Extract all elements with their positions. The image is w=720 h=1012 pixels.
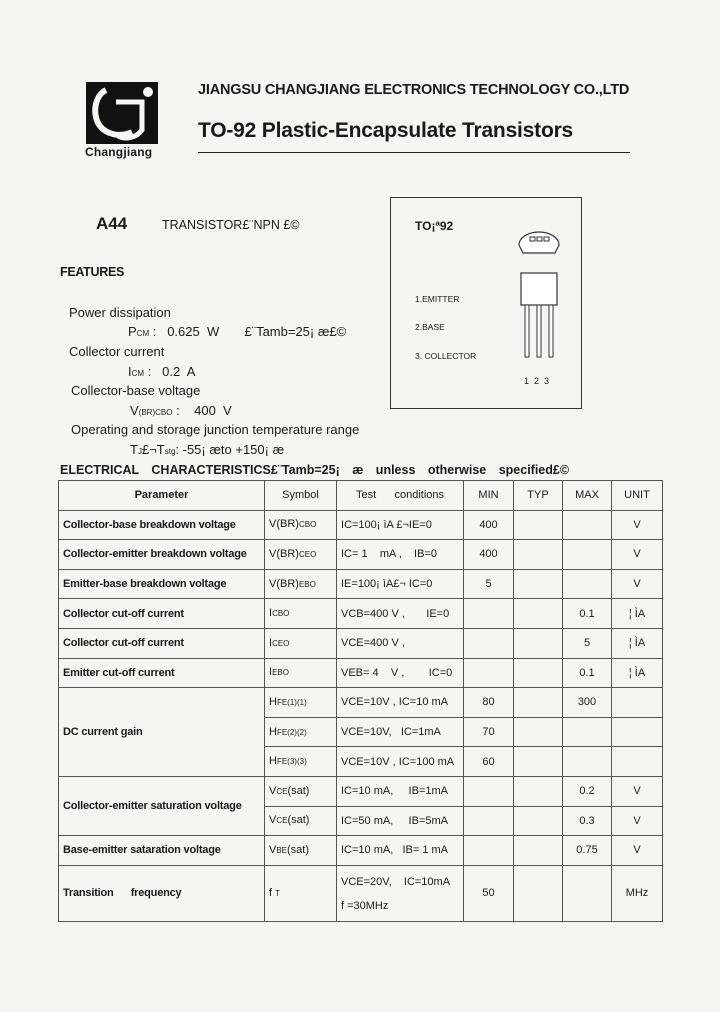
company-name: JIANGSU CHANGJIANG ELECTRONICS TECHNOLOGY CO.,LTD (198, 82, 630, 98)
unit-cell: ¦ ÌA (612, 599, 663, 629)
voltage-symbol-sub: (BR)CBO (138, 408, 173, 417)
unit-cell: ¦ ÌA (612, 658, 663, 688)
temp-separator: £¬T (141, 442, 165, 457)
table-row (59, 658, 663, 688)
condition-cell: IC= 1 mA , IB=0 (337, 540, 464, 570)
condition-cell: IC=10 mA, IB=1mA (337, 776, 464, 806)
max-cell (563, 510, 612, 540)
table-row (59, 510, 663, 540)
max-cell: 0.2 (563, 776, 612, 806)
symbol-cell (265, 717, 337, 747)
logo-mark-icon (86, 82, 158, 144)
current-symbol: I (128, 364, 132, 379)
symbol-sub: BE (276, 845, 288, 855)
typ-cell (514, 717, 563, 747)
min-cell (464, 628, 514, 658)
power-symbol-sub: CM (136, 329, 150, 338)
condition-cell (337, 865, 464, 921)
unit-cell: V (612, 836, 663, 866)
max-cell: 0.3 (563, 806, 612, 836)
symbol-sub: EBO (272, 668, 289, 678)
symbol-sub: FE(3)(3) (276, 757, 307, 767)
collector-current-value (128, 364, 195, 379)
max-cell (563, 717, 612, 747)
symbol-cell (265, 865, 337, 921)
unit-cell: V (612, 776, 663, 806)
unit-cell: MHz (612, 865, 663, 921)
column-header: Parameter (59, 481, 265, 511)
pin-numbers: 1 2 3 (524, 376, 550, 386)
symbol-cell (265, 599, 337, 629)
symbol-tail: (sat) (287, 784, 310, 797)
symbol-cell (265, 836, 337, 866)
unit-cell: V (612, 569, 663, 599)
temp-sub-stg: stg (164, 447, 176, 456)
pin-2-label: 2.BASE (415, 322, 445, 332)
symbol-cell (265, 806, 337, 836)
condition-cell (337, 510, 464, 540)
parameter-cell: DC current gain (59, 688, 265, 777)
symbol-text: H (269, 755, 277, 768)
column-header: Test conditions (337, 481, 464, 511)
symbol-text: V(BR) (269, 518, 299, 531)
typ-cell (514, 836, 563, 866)
power-symbol: P (128, 324, 137, 339)
table-row (59, 865, 663, 921)
condition-line-2: f =30MHz (341, 900, 389, 913)
typ-cell (514, 865, 563, 921)
column-header: MAX (563, 481, 612, 511)
condition-cell: VCB=400 V , IE=0 (337, 599, 464, 629)
table-row (59, 569, 663, 599)
max-cell: 5 (563, 628, 612, 658)
min-cell (464, 599, 514, 629)
max-cell: 0.75 (563, 836, 612, 866)
voltage-symbol: V (130, 403, 139, 418)
condition-cell: VCE=10V , IC=100 mA (337, 747, 464, 777)
pin-1-label: 1.EMITTER (415, 294, 460, 304)
unit-cell: ¦ ÌA (612, 628, 663, 658)
power-value: : 0.625 W £¨Tamb=25¡ æ£© (152, 324, 347, 339)
logo-text: Changjiang (85, 145, 153, 159)
condition-cell: VEB= 4 V , IC=0 (337, 658, 464, 688)
table-row (59, 628, 663, 658)
temp-symbol: T (130, 442, 138, 457)
min-cell: 400 (464, 540, 514, 570)
typ-cell (514, 510, 563, 540)
parameter-cell: Emitter-base breakdown voltage (59, 569, 265, 599)
column-header: TYP (514, 481, 563, 511)
title-divider (198, 152, 630, 153)
table-row (59, 688, 663, 718)
condition-cell: IC=50 mA, IB=5mA (337, 806, 464, 836)
symbol-sub: FE(2)(2) (276, 727, 307, 737)
max-cell: 300 (563, 688, 612, 718)
symbol-text: I (269, 666, 273, 679)
typ-cell (514, 540, 563, 570)
unit-cell: V (612, 510, 663, 540)
table-row (59, 836, 663, 866)
typ-cell (514, 569, 563, 599)
condition-cell: VCE=10V, IC=1mA (337, 717, 464, 747)
voltage-value: : 400 V (176, 403, 232, 418)
unit-cell (612, 717, 663, 747)
min-cell (464, 658, 514, 688)
symbol-sub: CBO (298, 520, 317, 530)
company-logo (86, 82, 158, 144)
package-title: TO¡ª92 (415, 219, 454, 233)
max-cell (563, 540, 612, 570)
max-cell (563, 865, 612, 921)
symbol-sub: EBO (298, 579, 316, 589)
symbol-sub: CEO (298, 549, 317, 559)
symbol-text: H (269, 695, 277, 708)
symbol-text: V(BR) (269, 547, 299, 560)
current-value: : 0.2 A (147, 364, 196, 379)
table-row (59, 599, 663, 629)
temperature-range-label: Operating and storage junction temperature range (71, 422, 360, 437)
parameter-cell: Collector-emitter breakdown voltage (59, 540, 265, 570)
symbol-tail: (sat) (287, 814, 310, 827)
symbol-cell (265, 688, 337, 718)
min-cell: 80 (464, 688, 514, 718)
symbol-text: V (269, 843, 277, 856)
temperature-range-value (130, 442, 284, 457)
condition-text: E=0 (411, 518, 432, 531)
table-row (59, 540, 663, 570)
symbol-tail: (sat) (287, 843, 310, 856)
unit-cell (612, 747, 663, 777)
symbol-cell (265, 628, 337, 658)
symbol-sub: T (275, 888, 281, 898)
symbol-text: V(BR) (269, 577, 299, 590)
temp-value: : -55¡ æto +150¡ æ (175, 442, 285, 457)
min-cell (464, 806, 514, 836)
parameter-cell: Collector-base breakdown voltage (59, 510, 265, 540)
collector-base-voltage-label: Collector-base voltage (71, 383, 201, 398)
table-row (59, 776, 663, 806)
symbol-cell (265, 747, 337, 777)
typ-cell (514, 628, 563, 658)
symbol-sub: CEO (272, 638, 290, 648)
parameter-cell: Collector cut-off current (59, 628, 265, 658)
unit-cell: V (612, 540, 663, 570)
symbol-sub: FE(1)(1) (276, 697, 307, 707)
document-title: TO-92 Plastic-Encapsulate Transistors (198, 119, 574, 142)
part-description: TRANSISTOR£¨NPN £© (162, 218, 300, 232)
min-cell (464, 776, 514, 806)
symbol-text: V (269, 814, 277, 827)
max-cell: 0.1 (563, 658, 612, 688)
symbol-cell (265, 658, 337, 688)
symbol-cell (265, 510, 337, 540)
condition-text: I (341, 518, 345, 531)
symbol-cell (265, 540, 337, 570)
pin-3-label: 3. COLLECTOR (415, 351, 477, 361)
collector-base-voltage-value (130, 403, 232, 418)
symbol-cell (265, 776, 337, 806)
parameter-cell: Base-emitter sataration voltage (59, 836, 265, 866)
min-cell (464, 836, 514, 866)
max-cell (563, 747, 612, 777)
typ-cell (514, 776, 563, 806)
column-header: MIN (464, 481, 514, 511)
unit-cell: V (612, 806, 663, 836)
power-dissipation-value (128, 324, 346, 339)
condition-line-1: VCE=20V, IC=10mA (341, 876, 451, 889)
table-header-row (59, 481, 663, 511)
part-number: A44 (96, 214, 128, 233)
unit-cell (612, 688, 663, 718)
max-cell (563, 569, 612, 599)
condition-cell: IC=10 mA, IB= 1 mA (337, 836, 464, 866)
min-cell: 50 (464, 865, 514, 921)
max-cell: 0.1 (563, 599, 612, 629)
condition-cell: IE=100¡ ìA£¬ IC=0 (337, 569, 464, 599)
features-heading: FEATURES (60, 265, 125, 279)
collector-current-label: Collector current (69, 344, 165, 359)
condition-cell: VCE=10V , IC=10 mA (337, 688, 464, 718)
current-symbol-sub: CM (131, 369, 145, 378)
typ-cell (514, 806, 563, 836)
parameter-cell: Emitter cut-off current (59, 658, 265, 688)
symbol-text: I (269, 636, 273, 649)
typ-cell (514, 688, 563, 718)
condition-text: C=100¡ ìA £¬I (344, 518, 412, 531)
parameter-cell: Collector cut-off current (59, 599, 265, 629)
min-cell: 60 (464, 747, 514, 777)
column-header: Symbol (265, 481, 337, 511)
symbol-sub: CE (276, 786, 288, 796)
symbol-cell (265, 569, 337, 599)
electrical-characteristics-table (58, 480, 663, 922)
min-cell: 5 (464, 569, 514, 599)
symbol-text: I (269, 607, 273, 620)
symbol-text: V (269, 784, 277, 797)
transistor-package-icon (515, 225, 565, 365)
min-cell: 400 (464, 510, 514, 540)
temp-sub-j: J (137, 447, 142, 456)
typ-cell (514, 747, 563, 777)
symbol-sub: CE (276, 816, 288, 826)
column-header: UNIT (612, 481, 663, 511)
min-cell: 70 (464, 717, 514, 747)
symbol-sub: CBO (272, 609, 290, 619)
package-drawing (515, 225, 565, 370)
symbol-text: f (269, 886, 273, 899)
electrical-heading: ELECTRICAL CHARACTERISTICS£¨Tamb=25¡ æ unless otherwise specified£© (60, 463, 570, 477)
parameter-cell: Transition frequency (59, 865, 265, 921)
symbol-text: H (269, 725, 277, 738)
typ-cell (514, 658, 563, 688)
parameter-cell: Collector-emitter saturation voltage (59, 776, 265, 835)
typ-cell (514, 599, 563, 629)
power-dissipation-label: Power dissipation (69, 305, 171, 320)
condition-cell: VCE=400 V , (337, 628, 464, 658)
